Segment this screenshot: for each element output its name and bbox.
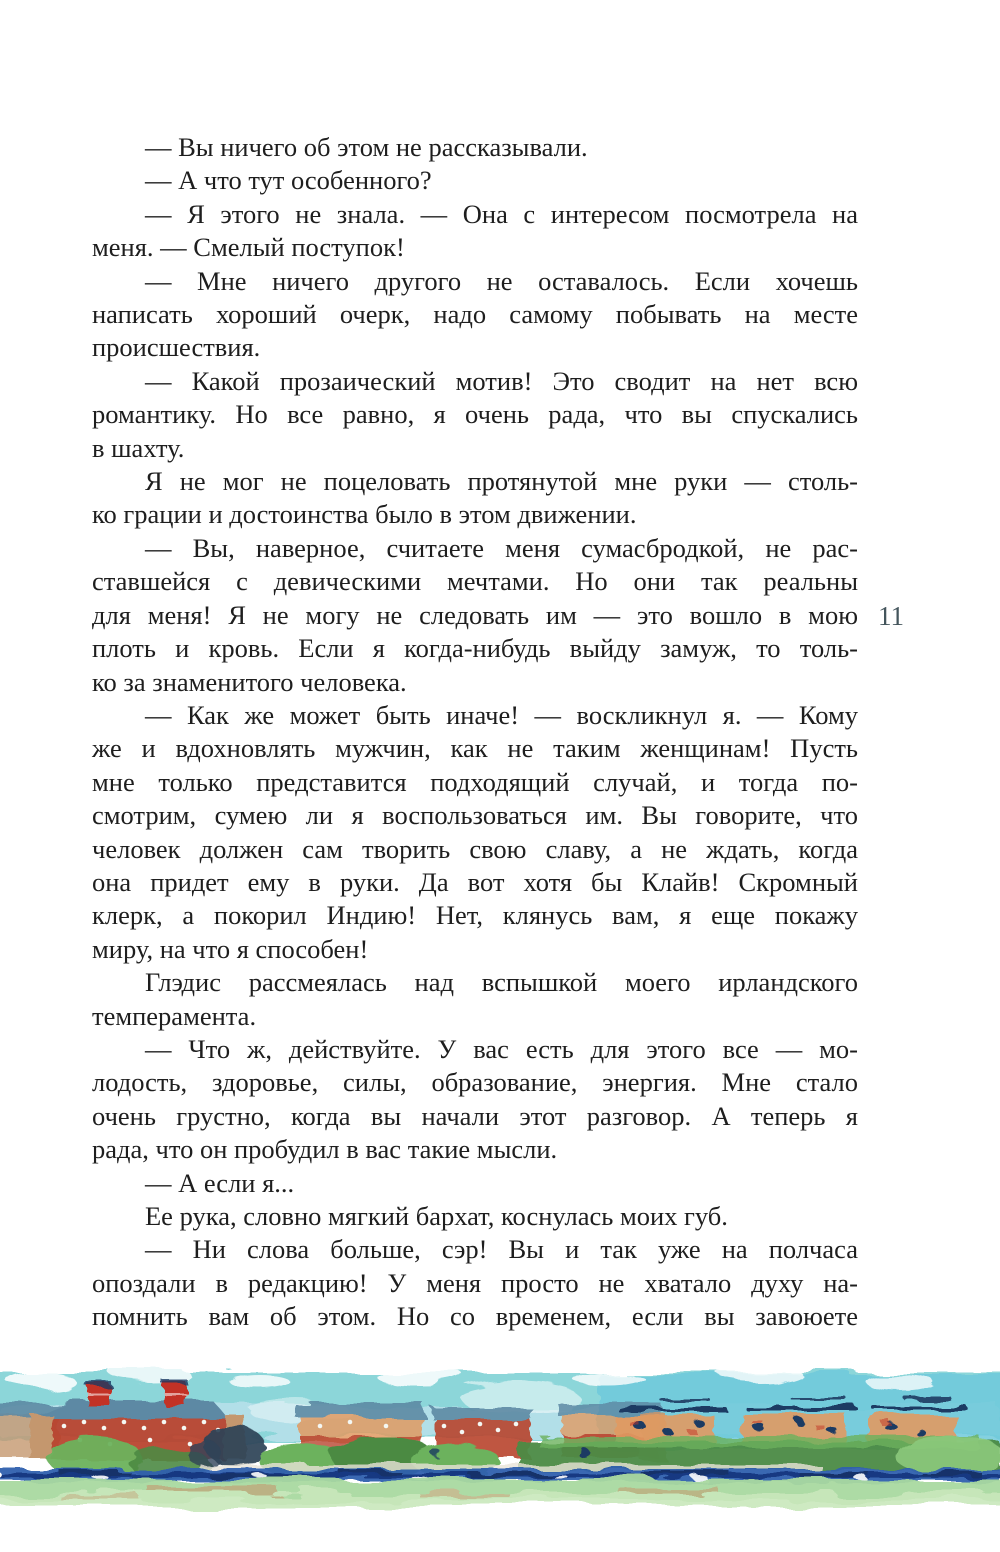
paragraph (92, 131, 858, 164)
text-line: помнить вам об этом. Но со временем, если вы завоюете (92, 1301, 858, 1332)
text-line: темперамента. (92, 1000, 257, 1031)
text-line: — Ни слова больше, сэр! Вы и так уже на полчаса (145, 1234, 858, 1265)
text-line: мне только представится подходящий случай, и тогда по- (92, 766, 858, 797)
text-line: происшествия. (92, 332, 261, 363)
text-line: ко грации и достоинства было в этом движении. (92, 499, 637, 530)
text-line: в шахту. (92, 432, 185, 463)
grass-band (0, 1480, 1000, 1506)
text-line: очень грустно, когда вы начали этот разговор. А теперь я (92, 1100, 858, 1131)
text-line: для меня! Я не могу не следовать им — это вошло в мою (92, 599, 858, 630)
page-number: 11 (878, 601, 904, 631)
paragraph (92, 532, 858, 699)
paragraph (92, 164, 858, 197)
text-line: ко за знаменитого человека. (92, 666, 407, 697)
paragraph (92, 365, 858, 465)
text-line: опоздали в редакцию! У меня просто не хватало духу на- (92, 1267, 858, 1298)
text-line: плоть и кровь. Если я когда-нибудь выйду замуж, то толь- (92, 633, 858, 664)
paragraph (92, 966, 858, 1033)
text-line: рада, что он пробудил в вас такие мысли. (92, 1134, 558, 1165)
text-line: лодость, здоровье, силы, образование, энергия. Мне стало (92, 1067, 858, 1098)
text-line: романтику. Но все равно, я очень рада, что вы спускались (92, 399, 858, 430)
paragraph (92, 198, 858, 265)
paragraph (92, 1167, 858, 1200)
paragraph (92, 1233, 858, 1333)
text-line: — Какой прозаический мотив! Это сводит на нет всю (145, 365, 858, 396)
paragraph (92, 699, 858, 966)
text-line: — Вы ничего об этом не рассказывали. (145, 132, 588, 162)
watercolor-cityscape (0, 1356, 1000, 1512)
text-line: миру, на что я способен! (92, 933, 369, 964)
text-line: — Что ж, действуйте. У вас есть для этого все — мо- (145, 1033, 858, 1064)
text-line: же и вдохновлять мужчин, как не таким женщинам! Пусть (92, 733, 858, 764)
paragraph (92, 265, 858, 365)
footer-illustration (0, 1356, 1000, 1512)
text-line: написать хороший очерк, надо самому побывать на месте (92, 299, 858, 330)
text-line: Глэдис рассмеялась над вспышкой моего ирландского (145, 967, 858, 998)
text-line: — Мне ничего другого не оставалось. Если хочешь (145, 265, 858, 296)
text-line: она придет ему в руки. Да вот хотя бы Клайв! Скромный (92, 866, 858, 897)
text-line: — Вы, наверное, считаете меня сумасбродкой, не рас- (145, 532, 858, 563)
text-line: Я не мог не поцеловать протянутой мне руки — столь- (145, 466, 858, 497)
text-line: ставшейся с девическими мечтами. Но они так реальны (92, 566, 858, 597)
text-line: — А что тут особенного? (145, 165, 432, 196)
text-line: — Я этого не знала. — Она с интересом посмотрела на (145, 198, 858, 229)
text-line: — А если я... (145, 1167, 295, 1198)
text-line: — Как же может быть иначе! — воскликнул я. — Кому (145, 699, 858, 730)
text-line: меня. — Смелый поступок! (92, 232, 405, 263)
paragraph (92, 1033, 858, 1167)
body-text (92, 131, 858, 1334)
paragraph (92, 465, 858, 532)
text-line: Ее рука, словно мягкий бархат, коснулась моих губ. (145, 1201, 728, 1231)
text-line: клерк, а покорил Индию! Нет, клянусь вам, я еще покажу (92, 900, 858, 931)
text-line: смотрим, сумею ли я воспользоваться им. Вы говорите, что (92, 800, 858, 831)
paragraph (92, 1200, 858, 1233)
text-line: человек должен сам творить свою славу, а не ждать, когда (92, 833, 858, 864)
